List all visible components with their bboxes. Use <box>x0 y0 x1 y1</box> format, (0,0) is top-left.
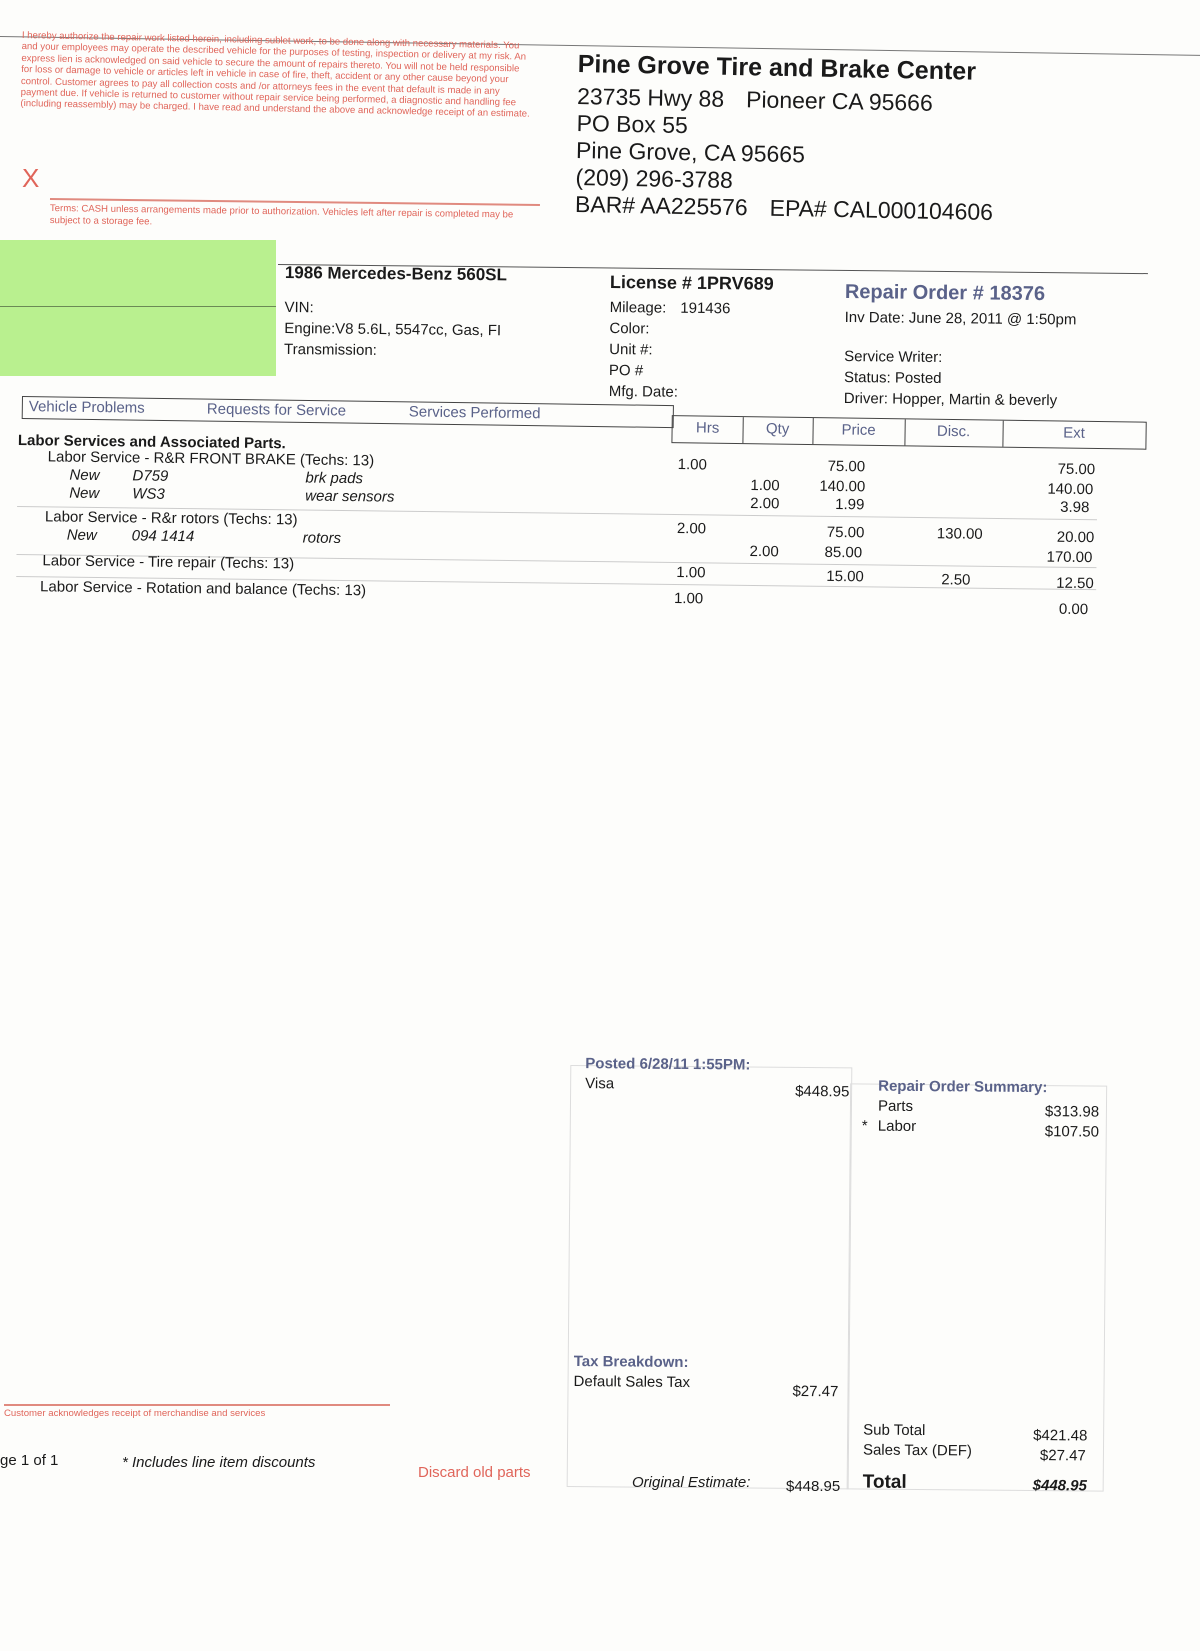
part-code: D759 <box>132 467 169 485</box>
col-disc: Disc. <box>936 422 971 441</box>
labor-label: Labor <box>877 1117 917 1135</box>
license-label: License # <box>609 272 693 293</box>
part-code: WS3 <box>132 485 165 503</box>
subtotal-label: Sub Total <box>863 1421 926 1440</box>
mfg-date-label: Mfg. Date: <box>608 382 679 401</box>
page-number: ge 1 of 1 <box>0 1452 59 1469</box>
posted-label: Posted 6/28/11 1:55PM: <box>585 1055 751 1074</box>
labor-ext: 0.00 <box>1058 600 1089 619</box>
summary-title: Repair Order Summary: <box>878 1077 1048 1097</box>
labor-total: $107.50 <box>1044 1123 1100 1141</box>
vin-label: VIN: <box>284 298 314 317</box>
labor-price: 75.00 <box>827 457 866 476</box>
inv-date-value: June 28, 2011 @ 1:50pm <box>908 309 1077 329</box>
part-desc: brk pads <box>305 469 364 488</box>
col-qty: Qty <box>765 420 790 438</box>
total-label: Total <box>862 1471 907 1493</box>
shop-city: Pine Grove, CA 95665 <box>575 136 806 168</box>
shop-po-box: PO Box 55 <box>576 109 689 139</box>
inv-date-label: Inv Date: <box>844 308 905 327</box>
part-price: 1.99 <box>835 495 865 514</box>
mileage-label: Mileage: <box>609 298 667 317</box>
payment-amount: $448.95 <box>795 1082 850 1101</box>
part-ext: 140.00 <box>1047 480 1094 499</box>
acknowledge-line <box>4 1404 390 1406</box>
status-value: Posted <box>894 369 942 388</box>
driver-value: Hopper, Martin & beverly <box>892 390 1058 410</box>
original-estimate-label: Original Estimate: <box>632 1474 751 1491</box>
shop-info <box>575 50 996 226</box>
salestax-value: $27.47 <box>1039 1447 1086 1465</box>
shop-address-city: Pioneer CA 95666 <box>745 86 934 116</box>
engine-info: Engine:V8 5.6L, 5547cc, Gas, FI <box>284 319 502 340</box>
color-label: Color: <box>609 319 650 338</box>
total-value: $448.95 <box>1032 1477 1087 1495</box>
part-desc: wear sensors <box>305 487 395 506</box>
payment-box <box>567 1065 853 1489</box>
original-estimate-value: $448.95 <box>786 1478 841 1495</box>
license-number: 1PRV689 <box>696 272 774 294</box>
labor-hrs: 1.00 <box>673 590 704 608</box>
labor-hrs: 1.00 <box>677 456 707 474</box>
shop-address: 23735 Hwy 88 <box>576 82 725 112</box>
signature-x-mark: X <box>22 163 40 193</box>
license-info <box>609 272 774 404</box>
part-desc: rotors <box>302 529 342 547</box>
labor-hrs: 1.00 <box>676 564 706 582</box>
authorization-disclaimer: I hereby authorize the repair work listed herein, including sublet work, to be done along with necessary materials. You and your employees may operate the described vehicle for the purposes of testing, inspection or delivery at my risk. An express lien is acknowledged on said vehicle to secure the amount of repairs thereto. You will not be held responsible for loss or damage to vehicle or articles left in vehicle in case of fire, theft, accident or any other cause beyond your control. Customer agrees to pay all collection costs and /or attorneys fees in the event that default is made in any payment due. If vehicle is returned to customer without repair service being performed, a diagnostic and handling fee (including reassembly) may be charged. I have read and understand the above and acknowledge receipt of an estimate. <box>20 30 530 121</box>
shop-phone: (209) 296-3788 <box>575 163 734 193</box>
part-qty: 2.00 <box>750 494 780 513</box>
tax-item: Default Sales Tax <box>573 1373 691 1392</box>
discount-note: * Includes line item discounts <box>122 1454 316 1471</box>
customer-info-redaction <box>0 240 276 376</box>
discard-old-parts: Discard old parts <box>418 1464 531 1481</box>
labor-disc: 130.00 <box>936 525 983 543</box>
col-price: Price <box>841 421 876 439</box>
labor-line: Labor Service - Rotation and balance (Techs: 13) <box>40 578 367 600</box>
labor-ext: 12.50 <box>1056 574 1094 593</box>
part-qty: 1.00 <box>750 476 780 495</box>
labor-marker: * <box>861 1117 868 1135</box>
labor-line: Labor Service - Tire repair (Techs: 13) <box>42 552 295 573</box>
payment-method: Visa <box>585 1075 615 1093</box>
part-price: 85.00 <box>824 543 863 562</box>
tax-amount: $27.47 <box>792 1382 839 1401</box>
part-qty: 2.00 <box>749 542 779 561</box>
acknowledge-text: Customer acknowledges receipt of merchandise and services <box>4 1408 266 1419</box>
labor-price: 15.00 <box>826 567 864 586</box>
parts-label: Parts <box>877 1097 914 1115</box>
labor-ext: 20.00 <box>1056 528 1095 547</box>
mileage-value: 191436 <box>680 299 731 318</box>
part-ext: 170.00 <box>1046 548 1093 567</box>
labor-line: Labor Service - R&r rotors (Techs: 13) <box>44 508 298 529</box>
service-writer-label: Service Writer: <box>844 347 943 367</box>
labor-disc: 2.50 <box>941 571 971 589</box>
driver-label: Driver: <box>843 389 889 408</box>
parts-total: $313.98 <box>1044 1103 1100 1121</box>
part-status: New <box>69 466 100 484</box>
part-status: New <box>66 526 97 544</box>
part-code: 094 1414 <box>131 527 195 546</box>
subtotal-value: $421.48 <box>1033 1427 1088 1445</box>
col-hrs: Hrs <box>695 419 720 437</box>
col-ext: Ext <box>1063 424 1086 442</box>
bottom-summary <box>0 1055 1200 1540</box>
tab-vehicle-problems: Vehicle Problems <box>28 398 145 417</box>
vehicle-title: 1986 Mercedes-Benz 560SL <box>284 262 508 285</box>
transmission-label: Transmission: <box>283 340 377 359</box>
unit-label: Unit #: <box>609 340 653 359</box>
shop-name: Pine Grove Tire and Brake Center <box>577 50 977 86</box>
status-label: Status: <box>843 368 891 387</box>
labor-ext: 75.00 <box>1057 460 1096 479</box>
labor-line: Labor Service - R&R FRONT BRAKE (Techs: 13) <box>47 448 375 470</box>
labor-section-title: Labor Services and Associated Parts. <box>17 432 286 453</box>
tax-breakdown-label: Tax Breakdown: <box>573 1353 689 1372</box>
salestax-label: Sales Tax (DEF) <box>862 1441 972 1460</box>
part-status: New <box>69 484 100 502</box>
payment-terms: Terms: CASH unless arrangements made prior to authorization. Vehicles left after repair is completed may be subject to a storage fee. <box>49 203 514 228</box>
tab-services-performed: Services Performed <box>408 403 541 423</box>
shop-bar-number: BAR# AA225576 <box>574 190 748 221</box>
shop-epa-number: EPA# CAL000104606 <box>769 194 994 225</box>
redaction-divider <box>0 306 276 307</box>
repair-order-number: Repair Order # 18376 <box>844 281 1046 306</box>
labor-price: 75.00 <box>826 523 865 542</box>
po-label: PO # <box>608 361 644 380</box>
part-price: 140.00 <box>819 477 866 496</box>
labor-hrs: 2.00 <box>676 520 707 538</box>
vehicle-info <box>284 262 507 362</box>
repair-order-info <box>844 282 1077 411</box>
tab-requests-for-service: Requests for Service <box>206 400 347 420</box>
column-headers <box>671 415 1146 450</box>
part-ext: 3.98 <box>1060 498 1090 517</box>
